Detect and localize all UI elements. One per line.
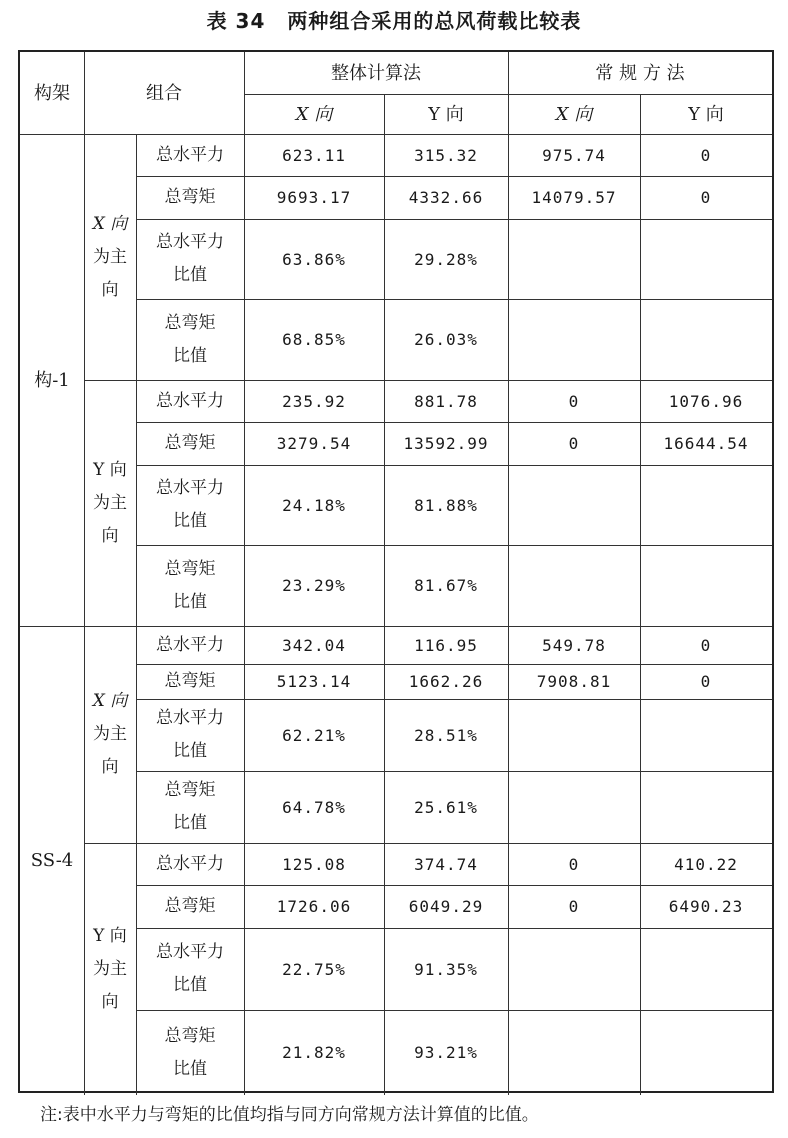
grid-line bbox=[84, 843, 772, 844]
value-cell-text: 0 bbox=[568, 897, 580, 916]
value-cell-text: 24.18% bbox=[282, 495, 346, 515]
main-direction-line: 为主 bbox=[92, 724, 127, 744]
grid-line bbox=[20, 134, 772, 135]
value-cell bbox=[244, 664, 384, 699]
item-label-line: 总弯矩 bbox=[164, 1025, 216, 1046]
frame-name bbox=[20, 626, 84, 1095]
item-label-line: 比值 bbox=[173, 813, 207, 833]
value-cell bbox=[384, 545, 508, 626]
value-cell bbox=[508, 843, 640, 885]
value-cell-text: 1076.96 bbox=[668, 391, 744, 411]
header-overall bbox=[244, 52, 508, 94]
value-cell bbox=[640, 1010, 772, 1095]
value-cell bbox=[508, 664, 640, 699]
value-cell-text: 26.03% bbox=[414, 330, 478, 349]
value-cell bbox=[384, 176, 508, 219]
value-cell bbox=[508, 545, 640, 626]
header-conventional-text: 常 规 方 法 bbox=[595, 62, 685, 84]
header-overall-text: 整体计算法 bbox=[331, 62, 421, 84]
grid-line bbox=[136, 545, 772, 546]
grid-line bbox=[640, 94, 641, 1095]
value-cell-text: 0 bbox=[700, 188, 712, 207]
value-cell bbox=[384, 219, 508, 299]
main-direction bbox=[84, 380, 136, 626]
item-label-line: 总弯矩 bbox=[164, 780, 216, 800]
value-cell-text: 235.92 bbox=[282, 391, 346, 411]
frame-name-text: SS-4 bbox=[30, 850, 74, 871]
header-direction-text: X 向 bbox=[555, 103, 593, 125]
value-cell-text: 0 bbox=[568, 434, 580, 453]
value-cell bbox=[640, 771, 772, 843]
item-label bbox=[136, 928, 244, 1010]
value-cell-text: 0 bbox=[700, 145, 712, 165]
grid-line bbox=[136, 664, 772, 665]
value-cell-text: 975.74 bbox=[542, 145, 606, 165]
value-cell bbox=[244, 626, 384, 664]
value-cell-text: 5123.14 bbox=[276, 672, 352, 691]
value-cell bbox=[508, 422, 640, 465]
item-label bbox=[136, 219, 244, 299]
value-cell-text: 13592.99 bbox=[403, 434, 489, 453]
grid-line bbox=[84, 380, 772, 381]
frame-name bbox=[20, 134, 84, 626]
grid-line bbox=[136, 1010, 772, 1011]
value-cell-text: 16644.54 bbox=[663, 434, 749, 453]
value-cell-text: 0 bbox=[568, 391, 580, 411]
header-direction bbox=[640, 94, 772, 134]
grid-line bbox=[136, 176, 772, 177]
header-frame-text: 构架 bbox=[34, 82, 70, 104]
grid-line bbox=[136, 422, 772, 423]
frame-name-text: 构-1 bbox=[34, 369, 70, 391]
value-cell-text: 21.82% bbox=[282, 1043, 346, 1062]
value-cell-text: 125.08 bbox=[282, 854, 346, 874]
value-cell bbox=[244, 699, 384, 771]
value-cell-text: 881.78 bbox=[414, 391, 478, 411]
value-cell bbox=[244, 1010, 384, 1095]
value-cell-text: 7908.81 bbox=[536, 672, 612, 691]
value-cell bbox=[508, 380, 640, 422]
item-label-line: 总水平力 bbox=[156, 232, 224, 252]
value-cell bbox=[244, 928, 384, 1010]
value-cell-text: 549.78 bbox=[542, 635, 606, 655]
value-cell bbox=[244, 176, 384, 219]
value-cell-text: 0 bbox=[700, 672, 712, 691]
main-direction-line: X 向 bbox=[92, 691, 128, 711]
item-label-line: 比值 bbox=[173, 1058, 207, 1079]
main-direction-line: 向 bbox=[101, 757, 119, 777]
item-label bbox=[136, 465, 244, 545]
item-label bbox=[136, 626, 244, 664]
value-cell bbox=[508, 885, 640, 928]
grid-line bbox=[136, 885, 772, 886]
item-label bbox=[136, 176, 244, 219]
table-caption: 两种组合采用的总风荷载比较表 bbox=[287, 9, 582, 33]
grid-line bbox=[84, 52, 85, 1095]
item-label-line: 比值 bbox=[173, 345, 207, 366]
value-cell-text: 623.11 bbox=[282, 145, 346, 165]
header-combo bbox=[84, 52, 244, 134]
value-cell-text: 68.85% bbox=[282, 330, 346, 349]
value-cell bbox=[508, 928, 640, 1010]
value-cell bbox=[508, 465, 640, 545]
value-cell bbox=[508, 299, 640, 380]
item-label-line: 比值 bbox=[173, 265, 207, 285]
value-cell bbox=[508, 176, 640, 219]
value-cell bbox=[384, 134, 508, 176]
grid-line bbox=[136, 134, 137, 1095]
item-label-line: 比值 bbox=[173, 975, 207, 995]
item-label bbox=[136, 422, 244, 465]
main-direction-line: 为主 bbox=[93, 492, 127, 513]
value-cell bbox=[384, 299, 508, 380]
value-cell-text: 0 bbox=[700, 635, 712, 655]
value-cell-text: 64.78% bbox=[282, 797, 346, 817]
value-cell bbox=[244, 134, 384, 176]
value-cell bbox=[640, 928, 772, 1010]
value-cell bbox=[640, 885, 772, 928]
item-label-line: 总弯矩 bbox=[164, 312, 216, 333]
value-cell bbox=[244, 843, 384, 885]
value-cell-text: 9693.17 bbox=[276, 188, 352, 207]
value-cell bbox=[244, 299, 384, 380]
header-direction bbox=[244, 94, 384, 134]
value-cell-text: 63.86% bbox=[282, 249, 346, 269]
item-label-text: 总水平力 bbox=[156, 144, 224, 165]
grid-line bbox=[136, 465, 772, 466]
item-label-line: 总水平力 bbox=[156, 708, 224, 728]
grid-line bbox=[136, 299, 772, 300]
value-cell bbox=[508, 134, 640, 176]
value-cell-text: 4332.66 bbox=[408, 188, 484, 207]
value-cell-text: 23.29% bbox=[282, 576, 346, 595]
value-cell-text: 81.88% bbox=[414, 495, 478, 515]
value-cell bbox=[384, 885, 508, 928]
value-cell bbox=[508, 626, 640, 664]
value-cell bbox=[244, 771, 384, 843]
value-cell bbox=[508, 771, 640, 843]
grid-line bbox=[20, 626, 772, 627]
value-cell bbox=[640, 465, 772, 545]
item-label bbox=[136, 664, 244, 699]
header-direction bbox=[384, 94, 508, 134]
header-frame bbox=[20, 52, 84, 134]
grid-line bbox=[136, 928, 772, 929]
item-label-line: 比值 bbox=[173, 591, 207, 612]
item-label bbox=[136, 843, 244, 885]
value-cell bbox=[244, 219, 384, 299]
value-cell-text: 315.32 bbox=[414, 145, 478, 165]
value-cell bbox=[244, 380, 384, 422]
header-direction-text: Y 向 bbox=[688, 103, 724, 125]
value-cell bbox=[244, 422, 384, 465]
item-label-text: 总水平力 bbox=[156, 853, 224, 874]
value-cell-text: 22.75% bbox=[282, 959, 346, 979]
value-cell-text: 374.74 bbox=[414, 854, 478, 874]
value-cell bbox=[640, 219, 772, 299]
main-direction bbox=[84, 843, 136, 1095]
value-cell-text: 0 bbox=[568, 854, 580, 874]
item-label-text: 总弯矩 bbox=[164, 187, 216, 207]
main-direction bbox=[84, 626, 136, 843]
item-label-text: 总弯矩 bbox=[164, 671, 216, 691]
grid-line bbox=[384, 94, 385, 1095]
item-label bbox=[136, 885, 244, 928]
value-cell-text: 6490.23 bbox=[668, 897, 744, 916]
value-cell-text: 342.04 bbox=[282, 635, 346, 655]
header-combo-text: 组合 bbox=[146, 82, 182, 104]
value-cell bbox=[508, 699, 640, 771]
value-cell bbox=[640, 176, 772, 219]
grid-line bbox=[136, 219, 772, 220]
value-cell bbox=[640, 422, 772, 465]
value-cell bbox=[508, 219, 640, 299]
item-label-line: 比值 bbox=[173, 511, 207, 531]
item-label bbox=[136, 545, 244, 626]
value-cell bbox=[640, 626, 772, 664]
value-cell-text: 81.67% bbox=[414, 576, 478, 595]
value-cell bbox=[640, 843, 772, 885]
item-label-text: 总水平力 bbox=[156, 390, 224, 411]
header-conventional bbox=[508, 52, 772, 94]
value-cell-text: 25.61% bbox=[414, 797, 478, 817]
value-cell bbox=[384, 664, 508, 699]
value-cell-text: 28.51% bbox=[414, 725, 478, 745]
item-label-text: 总弯矩 bbox=[164, 896, 216, 916]
header-direction-text: X 向 bbox=[295, 103, 333, 125]
value-cell bbox=[244, 545, 384, 626]
value-cell bbox=[244, 885, 384, 928]
value-cell bbox=[384, 465, 508, 545]
value-cell-text: 29.28% bbox=[414, 249, 478, 269]
main-direction-line: 向 bbox=[101, 279, 119, 300]
table-number: 表 34 bbox=[206, 9, 266, 33]
value-cell-text: 93.21% bbox=[414, 1043, 478, 1062]
comparison-table bbox=[18, 50, 774, 1093]
item-label bbox=[136, 299, 244, 380]
value-cell bbox=[640, 380, 772, 422]
value-cell-text: 3279.54 bbox=[276, 434, 352, 453]
grid-line bbox=[136, 699, 772, 700]
item-label bbox=[136, 699, 244, 771]
value-cell bbox=[384, 699, 508, 771]
value-cell bbox=[244, 465, 384, 545]
item-label-line: 总水平力 bbox=[156, 942, 224, 962]
grid-line bbox=[244, 52, 245, 1095]
main-direction-line: Y 向 bbox=[93, 459, 127, 480]
header-direction-text: Y 向 bbox=[428, 103, 464, 125]
item-label bbox=[136, 771, 244, 843]
item-label bbox=[136, 380, 244, 422]
value-cell bbox=[640, 134, 772, 176]
grid-line bbox=[136, 771, 772, 772]
item-label bbox=[136, 134, 244, 176]
value-cell bbox=[384, 422, 508, 465]
value-cell-text: 14079.57 bbox=[531, 188, 617, 207]
main-direction-line: 向 bbox=[101, 525, 119, 546]
main-direction-line: 为主 bbox=[92, 246, 127, 267]
item-label-text: 总水平力 bbox=[156, 634, 224, 655]
grid-line bbox=[244, 94, 772, 95]
value-cell bbox=[640, 545, 772, 626]
value-cell-text: 62.21% bbox=[282, 725, 346, 745]
value-cell-text: 410.22 bbox=[674, 854, 738, 874]
value-cell-text: 1662.26 bbox=[408, 672, 484, 691]
value-cell-text: 116.95 bbox=[414, 635, 478, 655]
item-label-line: 总水平力 bbox=[156, 478, 224, 498]
value-cell bbox=[384, 843, 508, 885]
main-direction-line: 向 bbox=[101, 991, 119, 1012]
value-cell bbox=[384, 771, 508, 843]
main-direction-line: Y 向 bbox=[93, 925, 127, 946]
main-direction bbox=[84, 134, 136, 380]
value-cell bbox=[640, 664, 772, 699]
item-label-line: 比值 bbox=[173, 741, 207, 761]
main-direction-line: X 向 bbox=[92, 213, 128, 234]
item-label-line: 总弯矩 bbox=[164, 558, 216, 579]
item-label-text: 总弯矩 bbox=[164, 433, 216, 453]
item-label bbox=[136, 1010, 244, 1095]
value-cell-text: 91.35% bbox=[414, 959, 478, 979]
header-direction bbox=[508, 94, 640, 134]
grid-line bbox=[508, 52, 509, 1095]
value-cell bbox=[384, 1010, 508, 1095]
value-cell bbox=[384, 928, 508, 1010]
value-cell bbox=[640, 699, 772, 771]
main-direction-line: 为主 bbox=[93, 958, 127, 979]
value-cell-text: 6049.29 bbox=[408, 897, 484, 916]
value-cell bbox=[384, 626, 508, 664]
value-cell bbox=[384, 380, 508, 422]
value-cell bbox=[508, 1010, 640, 1095]
value-cell-text: 1726.06 bbox=[276, 897, 352, 916]
value-cell bbox=[640, 299, 772, 380]
table-note: 注:表中水平力与弯矩的比值均指与同方向常规方法计算值的比值。 bbox=[40, 1105, 539, 1125]
table-title bbox=[0, 4, 788, 38]
